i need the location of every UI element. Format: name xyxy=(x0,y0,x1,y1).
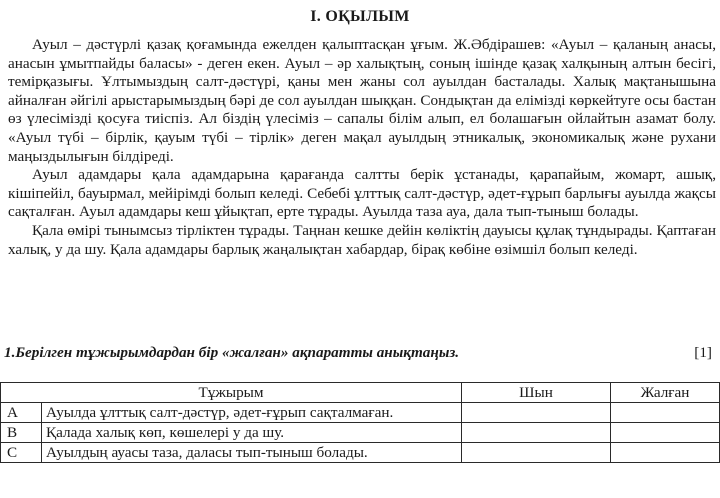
table-row xyxy=(1,403,720,423)
reading-passage xyxy=(8,36,716,259)
passage-paragraph-2: Ауыл адамдары қала адамдарына қарағанда салтты берік ұстанады, қарапайым, жомарт, ашық, кішіпейіл, бауырмал, мейірімді болып келеді. Себебі ұлттық салт-дәстүр, әдет-ғұрып барлығы ауылда жақсы сақталған. Ауыл адамдары кеш ұйықтап, ерте тұрады. Ауылда таза ауа, дала тып-тыныш болады. xyxy=(8,166,716,221)
answer-table xyxy=(0,382,720,463)
true-answer-cell[interactable] xyxy=(462,403,611,423)
row-letter: B xyxy=(1,423,42,443)
passage-paragraph-1: Ауыл – дәстүрлі қазақ қоғамында ежелден қалыптасқан ұғым. Ж.Әбдірашев: «Ауыл – қаланың анасы, анасын ұмытпайды баласы» - деген екен. Ауыл – әр халықтың, соның ішінде қазақ халқының алтын бесігі, темірқазығы. Ұлтымыздың салт-дәстүрі, қаны мен жаны сол ауылдан басталады. Халық мақтанышына айналған әйгілі арыстарымыздың бәрі де сол ауылдан шыққан. Сондықтан да елімізді көркейтуге осы бастан өз үлесімізді қосуға тиіспіз. Ал біздің үлесіміз – сапалы білім алып, ел болашағын ойлайтын азамат болу. «Ауыл түбі – бірлік, қауым түбі – тірлік» деген мақал ауылдың этникалық, экономикалық және рухани маңыздылығын білдіреді. xyxy=(8,36,716,165)
false-answer-cell[interactable] xyxy=(611,443,720,463)
header-statement: Тұжырым xyxy=(1,383,462,403)
false-answer-cell[interactable] xyxy=(611,403,720,423)
question-text: 1.Берілген тұжырымдардан бір «жалған» ақпаратты анықтаңыз. xyxy=(4,344,460,361)
row-statement: Ауылда ұлттық салт-дәстүр, әдет-ғұрып сақталмаған. xyxy=(42,403,462,423)
false-answer-cell[interactable] xyxy=(611,423,720,443)
table-row xyxy=(1,443,720,463)
question-row xyxy=(4,344,712,364)
row-letter: C xyxy=(1,443,42,463)
table-header-row xyxy=(1,383,720,403)
passage-paragraph-3: Қала өмірі тынымсыз тірліктен тұрады. Таңнан кешке дейін көліктің дауысы құлақ тұндырады. Қаптаған халық, у да шу. Қала адамдары барлық жаңалықтан хабардар, бірақ көбіне өзімшіл болып келеді. xyxy=(8,221,716,258)
table-row xyxy=(1,423,720,443)
header-false: Жалған xyxy=(611,383,720,403)
true-answer-cell[interactable] xyxy=(462,423,611,443)
header-true: Шын xyxy=(462,383,611,403)
question-marks: [1] xyxy=(694,344,712,361)
row-statement: Қалада халық көп, көшелері у да шу. xyxy=(42,423,462,443)
row-letter: A xyxy=(1,403,42,423)
true-answer-cell[interactable] xyxy=(462,443,611,463)
row-statement: Ауылдың ауасы таза, даласы тып-тыныш болады. xyxy=(42,443,462,463)
section-heading: I. ОҚЫЛЫМ xyxy=(310,8,410,25)
next-question-cropped xyxy=(6,484,566,498)
